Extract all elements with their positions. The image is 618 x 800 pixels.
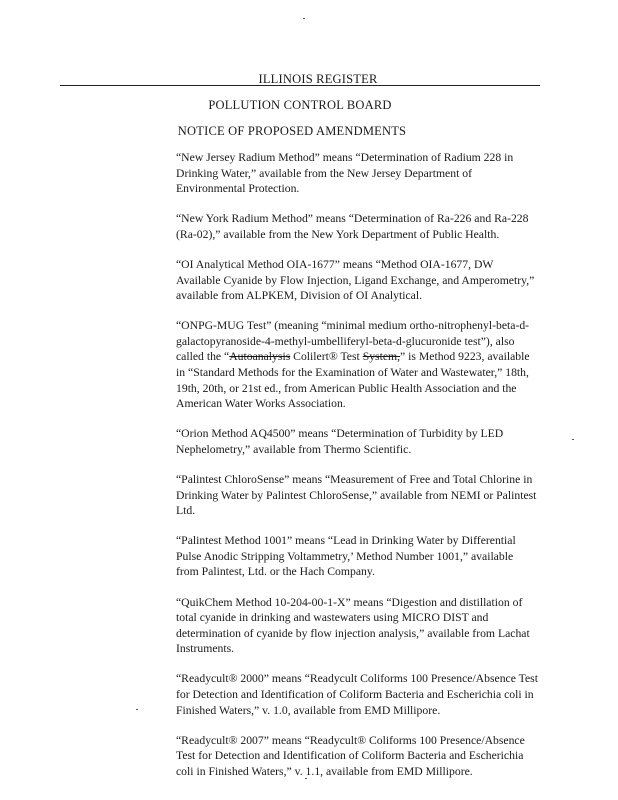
onpg-text-before: “ONPG-MUG Test” (meaning “minimal medium ortho-nitrophenyl-beta-d-galactopyranoside-4-methyl-umbelliferyl-beta-d-glucuronide test”), also called the “ bbox=[176, 319, 530, 364]
definition-quikchem: “QuikChem Method 10-204-00-1-X” means “Digestion and distillation of total cyanide in drinking and wastewaters using MICRO DIST and determination of cyanide by flow injection analysis,” available from Lachat Instruments. bbox=[176, 595, 530, 656]
definition-new-york-radium: “New York Radium Method” means “Determination of Ra-226 and Ra-228 (Ra-02),” available from the New York Department of Public Health. bbox=[176, 212, 529, 241]
scan-speck bbox=[303, 18, 305, 19]
definition-onpg-mug bbox=[176, 318, 538, 412]
struck-text-autoanalysis: Autoanalysis bbox=[229, 350, 291, 364]
definition-new-jersey-radium: “New Jersey Radium Method” means “Determination of Radium 228 in Drinking Water,” available from the New Jersey Department of Environmental Protection. bbox=[176, 151, 514, 196]
onpg-text-after: ” is Method 9223, available in “Standard Methods for the Examination of Water and Wastewater,” 18th, 19th, 20th, or 21st ed., from American Public Health Association and the American Water Works Association. bbox=[176, 350, 530, 411]
scan-speck bbox=[305, 778, 307, 779]
definition-palintest-chlorosense: “Palintest ChloroSense” means “Measurement of Free and Total Chlorine in Drinking Water by Palintest ChloroSense,” available from NEMI or Palintest Ltd. bbox=[176, 473, 537, 518]
header-rule bbox=[60, 85, 540, 86]
definition-oi-analytical: “OI Analytical Method OIA-1677” means “Method OIA-1677, DW Available Cyanide by Flow Injection, Ligand Exchange, and Amperometry,” available from ALPKEM, Division of OI Analytical. bbox=[176, 257, 535, 303]
definitions-body bbox=[176, 150, 538, 794]
notice-heading: NOTICE OF PROPOSED AMENDMENTS bbox=[177, 124, 407, 138]
definition-palintest-1001: “Palintest Method 1001” means “Lead in Drinking Water by Differential Pulse Anodic Stripping Voltammetry,’ Method Number 1001,” available from Palintest, Ltd. or the Hach Company. bbox=[176, 534, 516, 579]
scan-speck bbox=[136, 709, 138, 710]
onpg-text-middle: Colilert® Test bbox=[290, 350, 363, 364]
struck-text-system: System, bbox=[362, 350, 401, 364]
definition-readycult-2000: “Readycult® 2000” means “Readycult Coliforms 100 Presence/Absence Test for Detection and Identification of Coliform Bacteria and Escherichia coli in Finished Waters,” v. 1.0, available from EMD Millipore. bbox=[176, 672, 538, 717]
register-heading: ILLINOIS REGISTER bbox=[258, 72, 378, 86]
board-heading: POLLUTION CONTROL BOARD bbox=[208, 98, 392, 112]
definition-readycult-2007: “Readycult® 2007” means “Readycult® Coliforms 100 Presence/Absence Test for Detection and Identification of Coliform Bacteria and Escherichia coli in Finished Waters,” v. 1.1, available from EMD Millipore. bbox=[176, 733, 525, 778]
definition-orion: “Orion Method AQ4500” means “Determination of Turbidity by LED Nephelometry,” available from Thermo Scientific. bbox=[176, 427, 504, 456]
scan-speck bbox=[572, 439, 574, 440]
